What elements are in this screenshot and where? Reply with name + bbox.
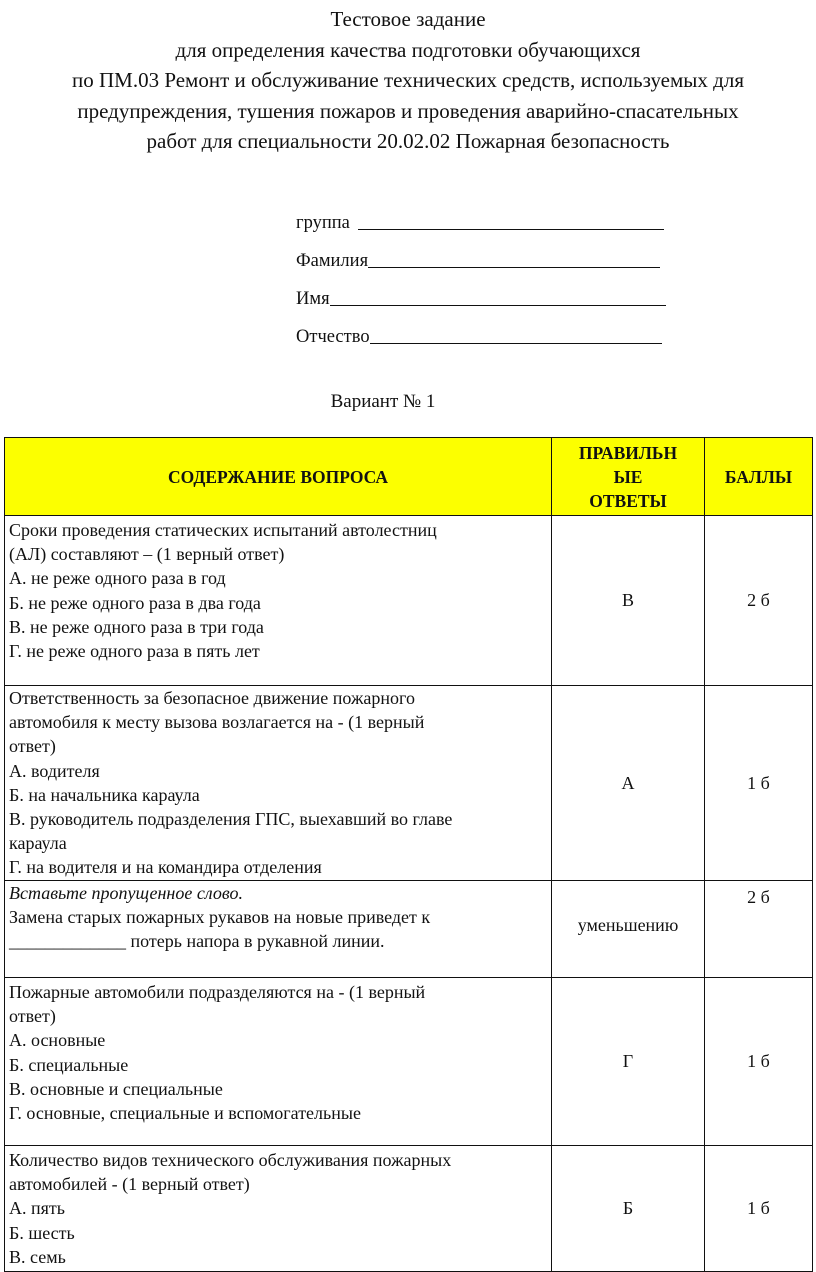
questions-table	[4, 437, 813, 1272]
points-cell: 1 б	[705, 978, 813, 1146]
question-cell	[5, 978, 552, 1146]
answer-cell: В	[552, 516, 705, 686]
title-line: работ для специальности 20.02.02 Пожарная безопасность	[146, 129, 670, 153]
answer-cell: Г	[552, 978, 705, 1146]
name-line[interactable]	[330, 287, 666, 306]
question-line: ответ)	[9, 1006, 56, 1027]
question-line: Количество видов технического обслуживания пожарных	[9, 1150, 452, 1170]
header-answers-line: ЫЕ	[613, 466, 643, 487]
question-line: Сроки проведения статических испытаний автолестниц	[9, 520, 437, 540]
patronymic-label: Отчество	[296, 327, 370, 347]
question-line: А. не реже одного раза в год	[9, 568, 226, 589]
student-info-fields	[296, 196, 676, 348]
document-title	[0, 4, 816, 157]
question-line: А. пять	[9, 1198, 65, 1219]
table-row	[5, 881, 813, 978]
group-field[interactable]	[296, 196, 676, 234]
question-line: Ответственность за безопасное движение пожарного	[9, 688, 415, 708]
group-label: группа	[296, 213, 350, 233]
title-line: Тестовое задание	[330, 7, 486, 31]
points-cell: 2 б	[705, 516, 813, 686]
instruction-text: Вставьте пропущенное слово.	[9, 883, 243, 903]
patronymic-field[interactable]	[296, 310, 676, 348]
question-cell	[5, 881, 552, 978]
question-line: Г. не реже одного раза в пять лет	[9, 641, 260, 662]
header-answers-line: ОТВЕТЫ	[589, 490, 667, 511]
variant-label: Вариант № 1	[330, 391, 436, 412]
group-line[interactable]	[358, 211, 664, 230]
table-header-row	[5, 438, 813, 516]
table-row	[5, 686, 813, 881]
surname-line[interactable]	[368, 249, 660, 268]
table-row	[5, 516, 813, 686]
question-line: ответ)	[9, 736, 56, 757]
question-line: В. руководитель подразделения ГПС, выехавший во главе	[9, 809, 453, 830]
question-line: В. не реже одного раза в три года	[9, 616, 264, 637]
question-cell	[5, 516, 552, 686]
question-line: караула	[9, 833, 67, 854]
header-answers-line: ПРАВИЛЬН	[578, 442, 678, 463]
question-line: _____________ потерь напора в рукавной линии.	[9, 931, 385, 952]
title-line: для определения качества подготовки обучающихся	[175, 37, 641, 62]
surname-field[interactable]	[296, 234, 676, 272]
surname-label: Фамилия	[296, 251, 369, 271]
question-line: автомобилей - (1 верный ответ)	[9, 1174, 250, 1195]
title-line: по ПМ.03 Ремонт и обслуживание технических средств, используемых для	[72, 68, 744, 92]
question-line: Б. специальные	[9, 1054, 129, 1075]
question-line: (АЛ) составляют – (1 верный ответ)	[9, 544, 285, 565]
table-row	[5, 1146, 813, 1272]
question-cell	[5, 686, 552, 881]
question-line: А. основные	[9, 1030, 106, 1051]
question-line: В. семь	[9, 1246, 66, 1267]
name-label: Имя	[296, 289, 330, 309]
header-answers	[552, 438, 705, 516]
question-line: Г. на водителя и на командира отделения	[9, 857, 322, 878]
question-line: Г. основные, специальные и вспомогательные	[9, 1103, 361, 1124]
points-cell: 1 б	[705, 686, 813, 881]
question-line: Б. не реже одного раза в два года	[9, 592, 261, 613]
question-line: Б. на начальника караула	[9, 784, 200, 805]
answer-cell: уменьшению	[552, 881, 705, 978]
header-question: СОДЕРЖАНИЕ ВОПРОСА	[5, 438, 552, 516]
question-line: Б. шесть	[9, 1222, 75, 1243]
answer-cell: А	[552, 686, 705, 881]
patronymic-line[interactable]	[370, 325, 662, 344]
answer-cell: Б	[552, 1146, 705, 1272]
question-line: Замена старых пожарных рукавов на новые приведет к	[9, 907, 431, 928]
question-line: Пожарные автомобили подразделяются на - (1 верный	[9, 982, 426, 1002]
name-field[interactable]	[296, 272, 676, 310]
question-cell	[5, 1146, 552, 1272]
header-points: БАЛЛЫ	[705, 438, 813, 516]
question-line: В. основные и специальные	[9, 1078, 223, 1099]
title-line: предупреждения, тушения пожаров и проведения аварийно-спасательных	[77, 98, 739, 123]
table-row	[5, 978, 813, 1146]
question-line: автомобиля к месту вызова возлагается на - (1 верный	[9, 712, 425, 733]
question-line: А. водителя	[9, 760, 100, 781]
points-cell: 1 б	[705, 1146, 813, 1272]
points-cell: 2 б	[705, 881, 813, 978]
